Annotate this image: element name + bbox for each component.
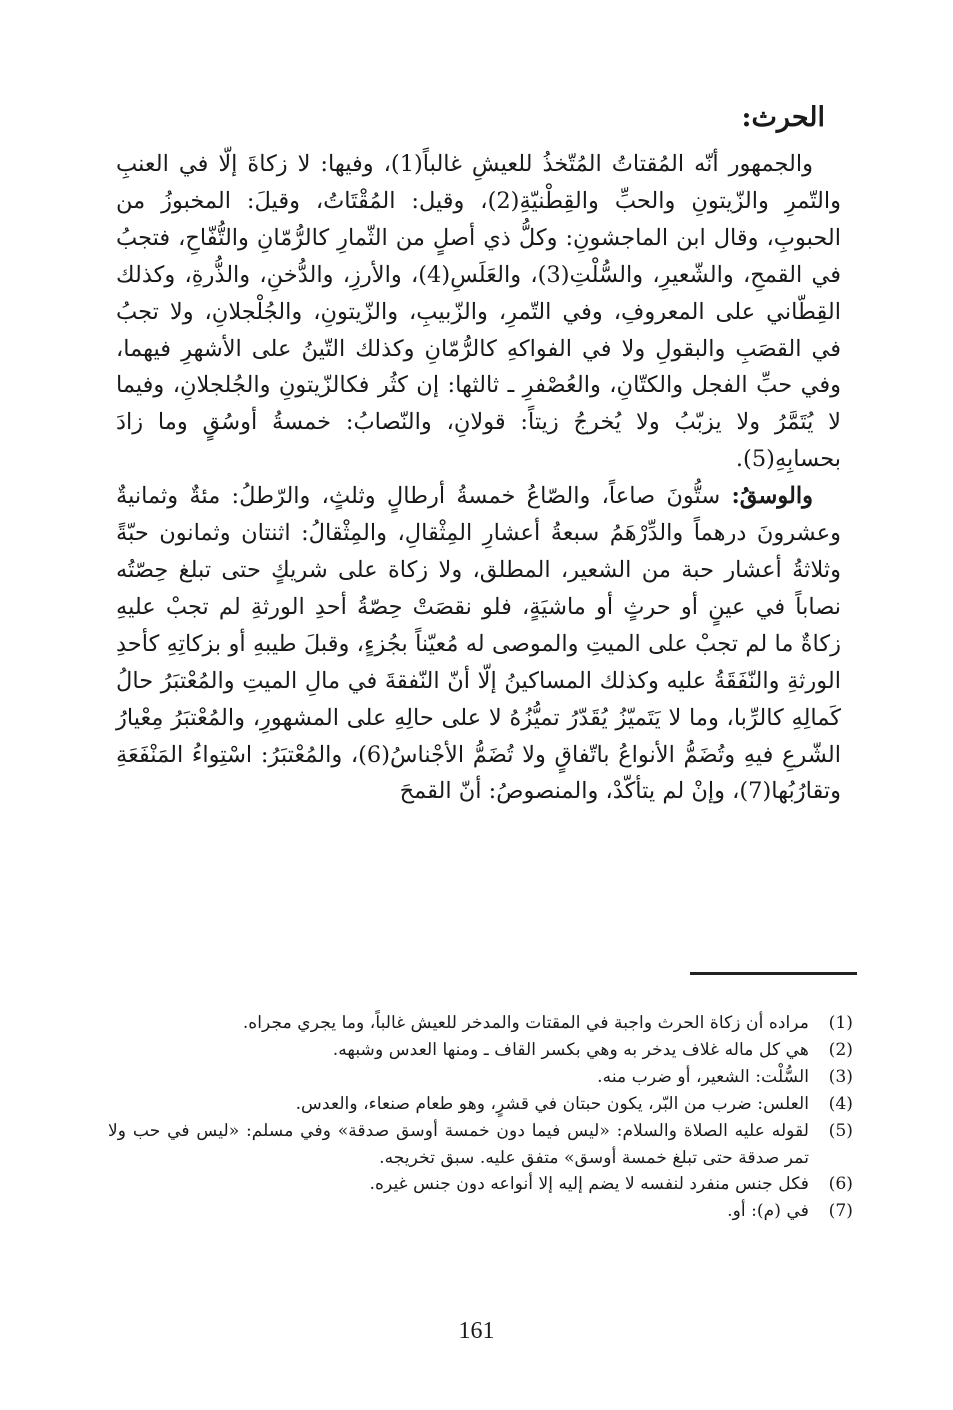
footnote-number: (1) (828, 1013, 853, 1033)
footnote-item (108, 1118, 853, 1172)
main-text (116, 146, 841, 810)
footnote-text: العلس: ضرب من البّر، يكون حبتان في قشرٍ، وهو طعام صنعاء، والعدس. (295, 1093, 809, 1114)
footnote-item (108, 1010, 853, 1037)
footnote-number: (2) (828, 1039, 853, 1060)
footnote-number: (5) (828, 1120, 853, 1141)
footnote-number: (7) (828, 1201, 853, 1222)
footnote-text: لقوله عليه الصلاة والسلام: «ليس فيما دون خمسة أوسق صدقة» وفي مسلم: «ليس في حب ولا تمر صدقة حتى تبلغ خمسة أوسق» متفق عليه. سبق تخريجه. (108, 1120, 809, 1168)
footnote-item (108, 1064, 853, 1091)
footnote-item (108, 1198, 853, 1225)
footnote-text: مراده أن زكاة الحرث واجبة في المقتات والمدخر للعيش غالباً، وما يجري مجراه. (242, 1013, 809, 1033)
page-number: 161 (458, 1318, 495, 1344)
footnote-text: في (م): أو. (727, 1201, 809, 1222)
footnote-text: هي كل ماله غلاف يدخر به وهي بكسر القاف ـ ومنها العدس وشبهه. (332, 1039, 809, 1060)
footnote-item (108, 1091, 853, 1118)
paragraph-harth: والجمهور أنّه المُقتاتُ المُتّخذُ للعيشِ غالباً(1)، وفيها: لا زكاةَ إلّا في العنبِ والتّمرِ والزّيتونِ والحبِّ والقِطْنيّةِ(2)، وقيل: المُقْتَاتُ، وقيلَ: المخبوزُ من الحبوبِ، وقال ابن الماجشونِ: وكلُّ ذي أصلٍ من الثّمارِ كالرُّمّانِ والتُّفّاحِ، فتجبُ في القمحِ، والشّعيرِ، والسُّلْتِ(3)، والعَلَسِ(4)، والأرزِ، والدُّخنِ، والذُّرةِ، وكذلك القِطّاني على المعروفِ، وفي التّمرِ، والزّبيبِ، والزّيتونِ، والجُلْجلانِ، ولا تجبُ في القصَبِ والبقولِ ولا في الفواكهِ كالرُّمّانِ وكذلك التّينُ على الأشهرِ فيهما، وفي حبِّ الفجل والكتّانِ، والعُصْفرِ ـ ثالثها: إن كثُر فكالزّيتونِ والجُلجلانِ، وفيما لا يُتَمَّرُ ولا يزبّبُ ولا يُخرجُ زيتاً: قولانِ، والنّصابُ: خمسةُ أوسُقٍ وما زادَ بحسابِهِ(5). (116, 151, 841, 473)
footnote-number: (3) (828, 1066, 853, 1087)
footnote-separator (690, 972, 857, 975)
footnote-item (108, 1037, 853, 1064)
footnotes-list (108, 1010, 853, 1225)
section-heading: الحرث: (741, 102, 825, 133)
footnote-text: فكل جنس منفرد لنفسه لا يضم إليه إلا أنواعه دون جنس غيره. (369, 1174, 809, 1195)
footnote-item (108, 1171, 853, 1198)
footnote-number: (6) (828, 1174, 853, 1195)
wasq-text: ستُّونَ صاعاً، والصّاعُ خمسةُ أرطالٍ وثلثٍ، والرّطلُ: مئةٌ وثمانيةٌ وعشرونَ درهماً والدِّرْهَمُ سبعةُ أعشارِ المِثْقالِ، والمِثْقالُ: اثنتان وثمانون حبّةً وثلاثةُ أعشار حبة من الشعير، المطلق، ولا زكاة على شريكٍ حتى تبلغ حِصّتُه نصاباً في عينٍ أو حرثٍ أو ماشيَةٍ، فلو نقصَتْ حِصّةُ أحدِ الورثةِ لم تجبْ عليهِ زكاةٌ ما لم تجبْ على الميتِ والموصى له مُعيّناً بجُزءٍ، وقبلَ طيبهِ أو بزكاتِهِ كأحدِ الورثةِ والنّفَقَةُ عليه وكذلك المساكينُ إلّا أنّ النّفقةَ في مالِ الميتِ والمُعْتبَرُ حالُ كَمالِهِ كالرِّبا، وما لا يَتَميّزُ يُقَدّرُ تميُّزُهُ لا على حالِهِ على المشهورِ، والمُعْتبَرُ مِعْيارُ الشّرعِ فيهِ وتُضَمُّ الأنواعُ باتّفاقٍ ولا تُضَمُّ الأجْناسُ(6)، والمُعْتبَرُ: اسْتِواءُ المَنْفَعَةِ وتقارُبُها(7)، وإنْ لم يتأكّدْ، والمنصوصُ: أنّ القمحَ (116, 483, 841, 805)
footnote-number: (4) (828, 1093, 853, 1114)
footnote-text: السُّلْت: الشعير، أو ضرب منه. (597, 1066, 809, 1087)
wasq-lead-term: والوسقُ: (731, 483, 813, 510)
paragraph-wasq (116, 478, 841, 810)
